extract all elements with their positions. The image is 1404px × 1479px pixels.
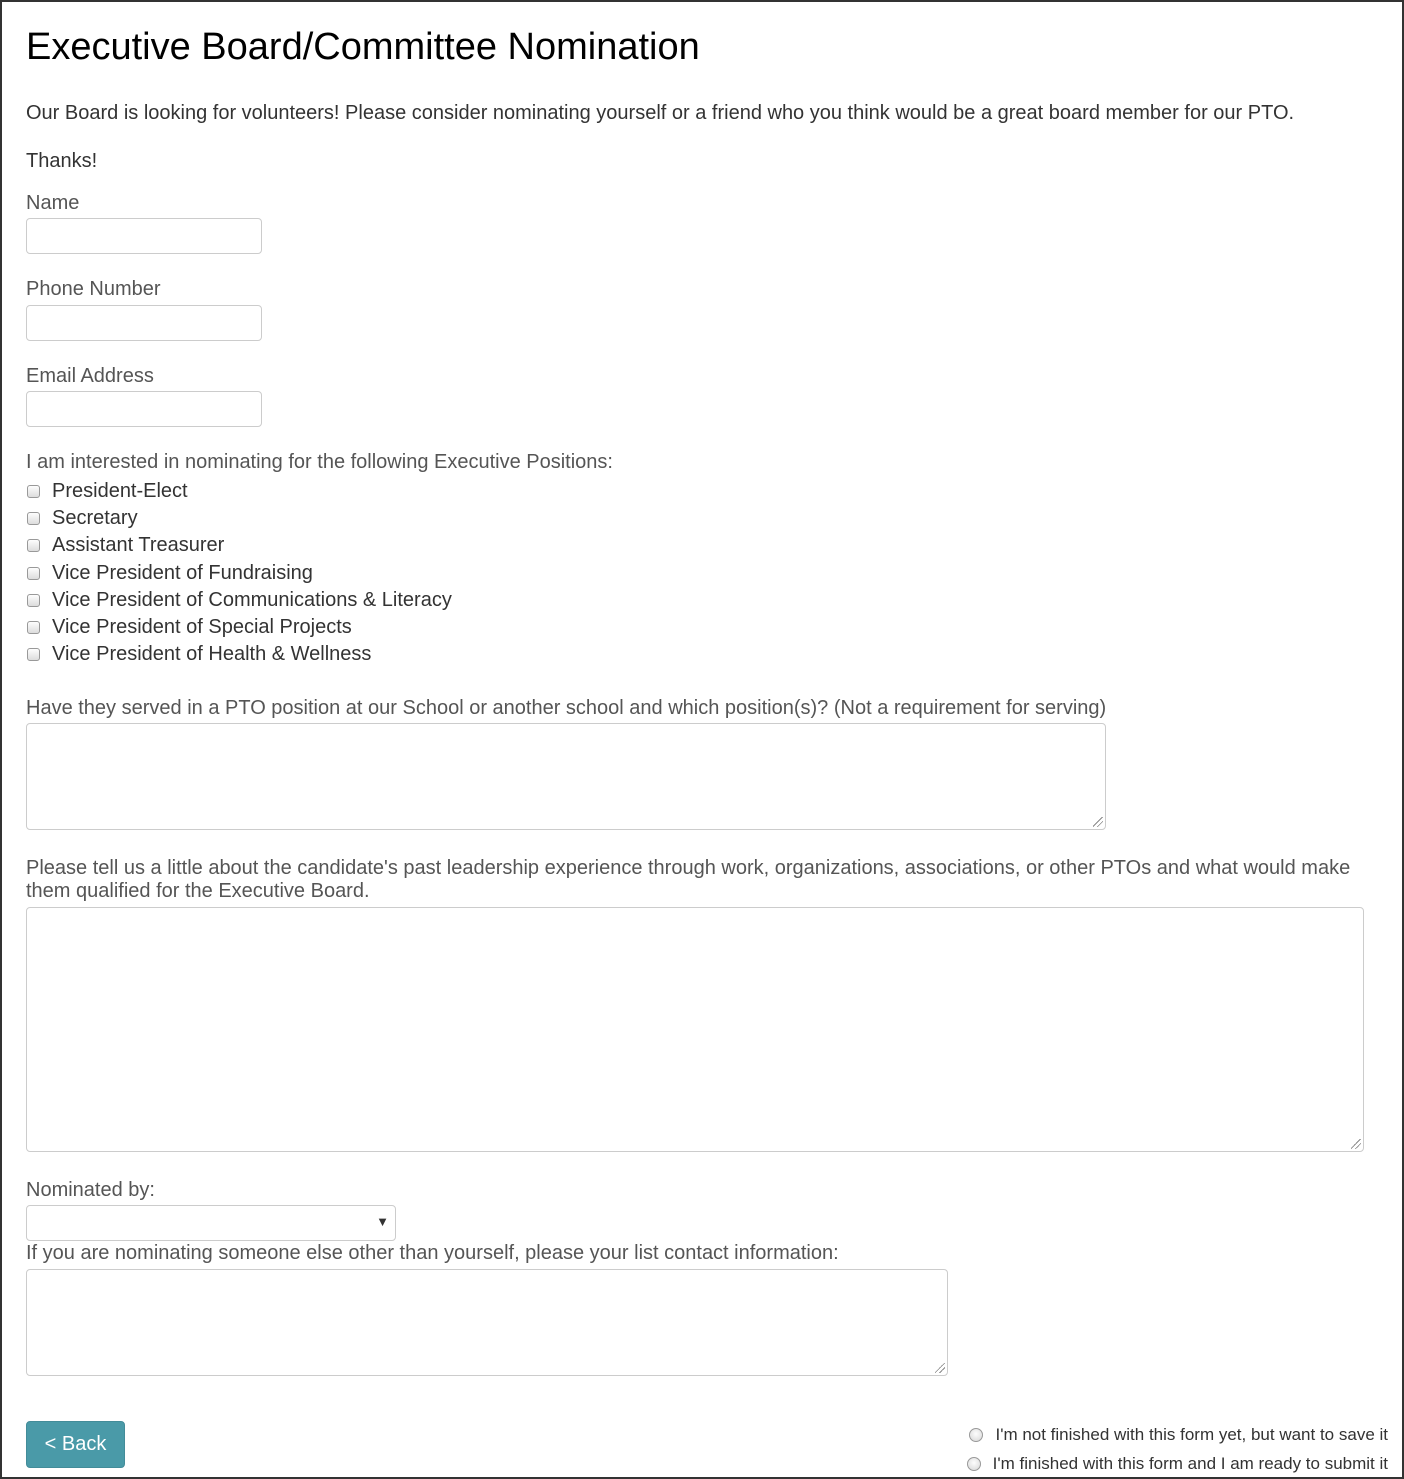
- positions-label: I am interested in nominating for the following Executive Positions:: [26, 451, 613, 473]
- save-option[interactable]: [969, 1423, 1388, 1447]
- submit-option[interactable]: [967, 1452, 1388, 1476]
- nominated-by-select[interactable]: [26, 1205, 396, 1241]
- email-input[interactable]: [26, 391, 262, 427]
- position-option-vp-communications[interactable]: [26, 587, 452, 613]
- position-option-president-elect[interactable]: [26, 478, 188, 504]
- checkbox-label: Vice President of Fundraising: [52, 561, 313, 584]
- back-button[interactable]: < Back: [26, 1421, 125, 1468]
- name-label: Name: [26, 192, 80, 214]
- checkbox-label: Assistant Treasurer: [52, 533, 225, 556]
- checkbox[interactable]: [27, 512, 40, 525]
- contact-textarea[interactable]: [26, 1269, 948, 1376]
- position-option-vp-special-projects[interactable]: [26, 614, 352, 640]
- radio-button[interactable]: [967, 1457, 981, 1471]
- checkbox[interactable]: [27, 485, 40, 498]
- thanks-text: Thanks!: [26, 150, 98, 172]
- checkbox[interactable]: [27, 648, 40, 661]
- checkbox-label: Secretary: [52, 506, 138, 529]
- dropdown-arrow-icon: ▼: [376, 1214, 389, 1229]
- leadership-textarea[interactable]: [26, 907, 1364, 1152]
- checkbox[interactable]: [27, 567, 40, 580]
- intro-text: Our Board is looking for volunteers! Please consider nominating yourself or a friend who you think would be a great board member for our PTO.: [26, 102, 1295, 124]
- position-option-secretary[interactable]: [26, 505, 138, 531]
- position-option-vp-fundraising[interactable]: [26, 560, 313, 586]
- email-label: Email Address: [26, 365, 154, 387]
- leadership-label: Please tell us a little about the candidate's past leadership experience through work, organizations, associations, or other PTOs and what would make them qualified for the Executive Board.: [26, 857, 1351, 902]
- served-textarea[interactable]: [26, 723, 1106, 830]
- nominated-by-label: Nominated by:: [26, 1179, 155, 1201]
- checkbox-label: Vice President of Health & Wellness: [52, 642, 372, 665]
- radio-button[interactable]: [969, 1428, 983, 1442]
- contact-label: If you are nominating someone else other than yourself, please your list contact information:: [26, 1242, 839, 1264]
- name-input[interactable]: [26, 218, 262, 254]
- resize-grip-icon[interactable]: [1351, 1139, 1361, 1149]
- checkbox-label: Vice President of Communications & Literacy: [52, 588, 452, 611]
- position-option-assistant-treasurer[interactable]: [26, 532, 224, 558]
- checkbox-label: Vice President of Special Projects: [52, 615, 352, 638]
- resize-grip-icon[interactable]: [1093, 817, 1103, 827]
- page-title: Executive Board/Committee Nomination: [26, 26, 700, 68]
- submit-option-label: I'm finished with this form and I am ready to submit it: [992, 1454, 1388, 1473]
- phone-label: Phone Number: [26, 278, 161, 300]
- checkbox[interactable]: [27, 621, 40, 634]
- phone-input[interactable]: [26, 305, 262, 341]
- served-label: Have they served in a PTO position at our School or another school and which position(s)? (Not a requirement for serving): [26, 697, 1107, 719]
- save-option-label: I'm not finished with this form yet, but want to save it: [995, 1425, 1388, 1444]
- position-option-vp-health-wellness[interactable]: [26, 641, 371, 667]
- checkbox[interactable]: [27, 539, 40, 552]
- checkbox-label: President-Elect: [52, 479, 188, 502]
- resize-grip-icon[interactable]: [935, 1363, 945, 1373]
- checkbox[interactable]: [27, 594, 40, 607]
